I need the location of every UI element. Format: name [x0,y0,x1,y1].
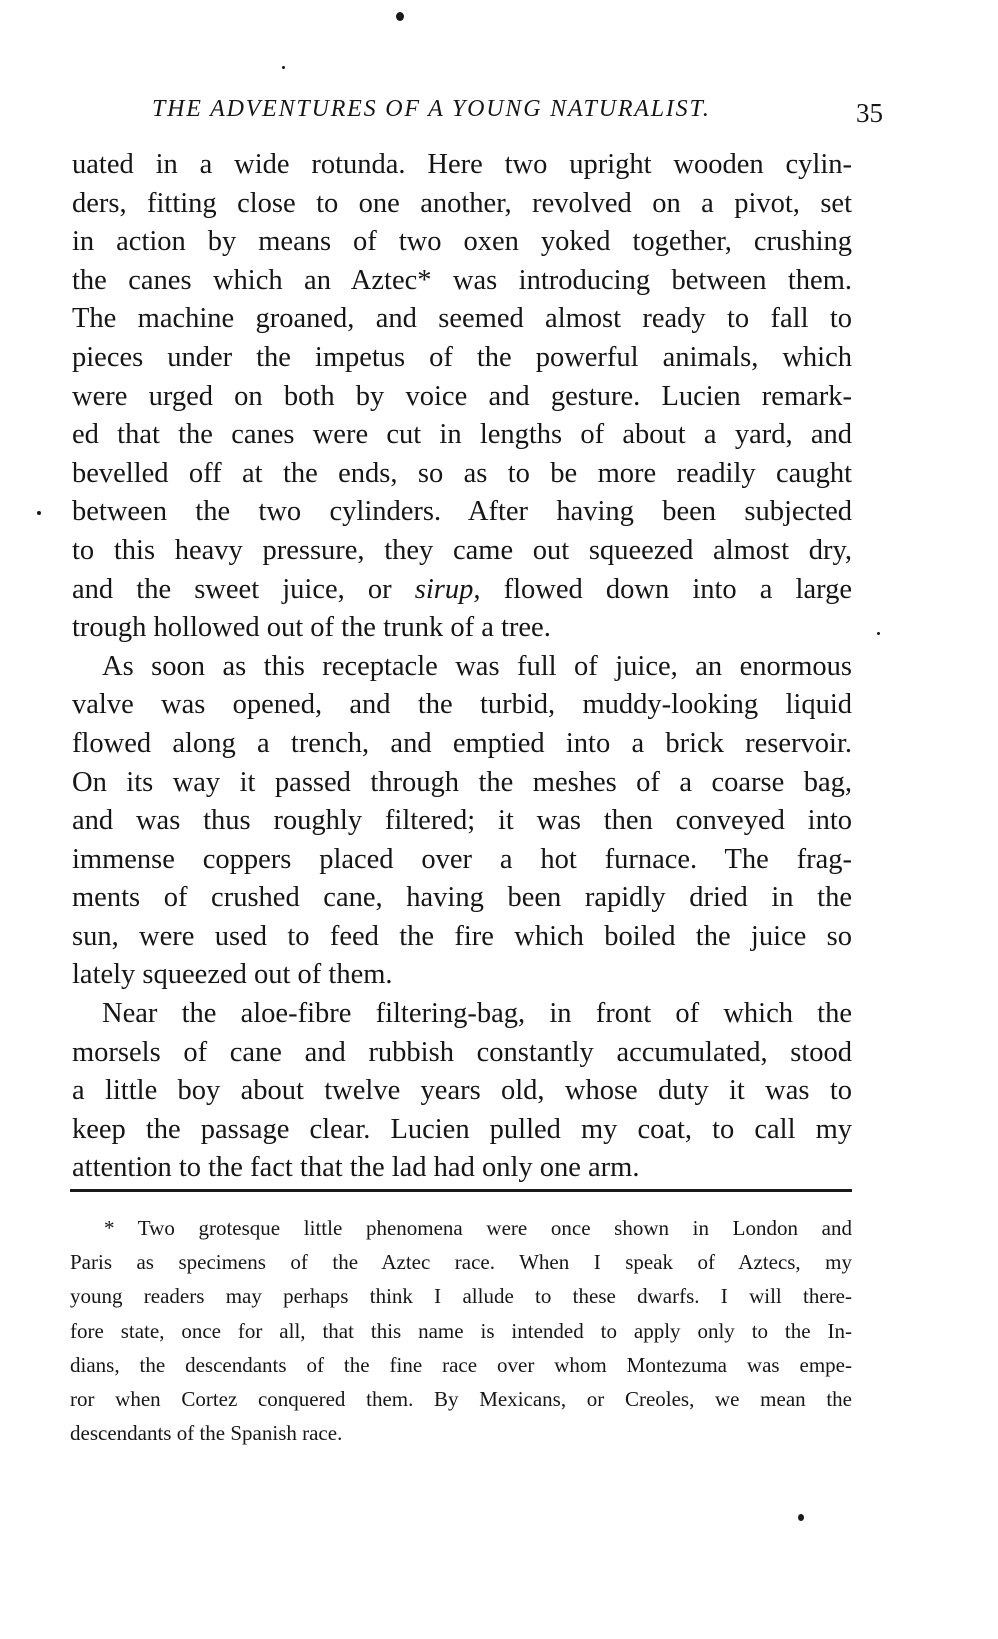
footnote-line: young readers may perhaps think I allude to these dwarfs. I will there- [70,1284,852,1309]
running-head [0,96,998,132]
footnote-line: Paris as specimens of the Aztec race. When I speak of Aztecs, my [70,1250,852,1275]
footnote-line: fore state, once for all, that this name is intended to apply only to the In- [70,1318,852,1343]
ink-speck [798,1514,804,1521]
text-line: ed that the canes were cut in lengths of about a yard, and [72,419,852,451]
footnote-rule [70,1189,852,1192]
text-line: and was thus roughly filtered; it was then conveyed into [72,805,852,837]
text-line: sun, were used to feed the fire which boiled the juice so [72,920,852,952]
text-line: a little boy about twelve years old, whose duty it was to [72,1075,852,1107]
sirup-italic: sirup, [414,573,481,605]
footnote [70,1211,852,1450]
text-line: uated in a wide rotunda. Here two upright wooden cylin- [72,149,852,180]
ink-speck [37,511,41,515]
text-line: in action by means of two oxen yoked together, crushing [72,226,852,258]
ink-speck [396,12,404,21]
text-line: ments of crushed cane, having been rapidly dried in the [72,882,852,914]
text-line: the canes which an Aztec* was introducing between them. [72,264,852,296]
footnote-line: descendants of the Spanish race. [70,1421,343,1446]
text-line: As soon as this receptacle was full of juice, an enormous [102,650,852,682]
text-line: pieces under the impetus of the powerful animals, which [72,341,852,373]
text-line-sirup [72,571,852,610]
text-line: lately squeezed out of them. [72,959,393,991]
text-line: bevelled off at the ends, so as to be more readily caught [72,457,852,489]
text-line: flowed along a trench, and emptied into a brick reservoir. [72,727,852,759]
text-line: trough hollowed out of the trunk of a tree. [72,612,551,644]
text-line: Near the aloe-fibre filtering-bag, in front of which the [102,998,852,1030]
text-line: On its way it passed through the meshes of a coarse bag, [72,766,852,798]
sirup-after: flowed down into a large [480,573,852,605]
footnote-line: * Two grotesque little phenomena were once shown in London and [104,1216,852,1240]
running-title: THE ADVENTURES OF A YOUNG NATURALIST. [152,96,711,122]
text-line: attention to the fact that the lad had only one arm. [72,1152,640,1184]
footnote-line: dians, the descendants of the fine race over whom Montezuma was empe- [70,1352,852,1377]
text-line: morsels of cane and rubbish constantly accumulated, stood [72,1036,852,1068]
text-line: immense coppers placed over a hot furnace. The frag- [72,843,852,875]
text-line: keep the passage clear. Lucien pulled my coat, to call my [72,1113,852,1145]
text-line: to this heavy pressure, they came out squeezed almost dry, [72,534,852,566]
footnote-line: ror when Cortez conquered them. By Mexicans, or Creoles, we mean the [70,1386,852,1411]
page-number: 35 [856,98,883,128]
sirup-before: and the sweet juice, or [72,573,415,605]
body-text [72,146,852,1188]
text-line: were urged on both by voice and gesture. Lucien remark- [72,380,852,412]
text-line: between the two cylinders. After having been subjected [72,496,852,528]
ink-speck [877,632,880,635]
text-line: ders, fitting close to one another, revolved on a pivot, set [72,187,852,219]
ink-speck [282,66,285,69]
text-line: The machine groaned, and seemed almost ready to fall to [72,303,852,335]
text-line: valve was opened, and the turbid, muddy-looking liquid [72,689,852,721]
